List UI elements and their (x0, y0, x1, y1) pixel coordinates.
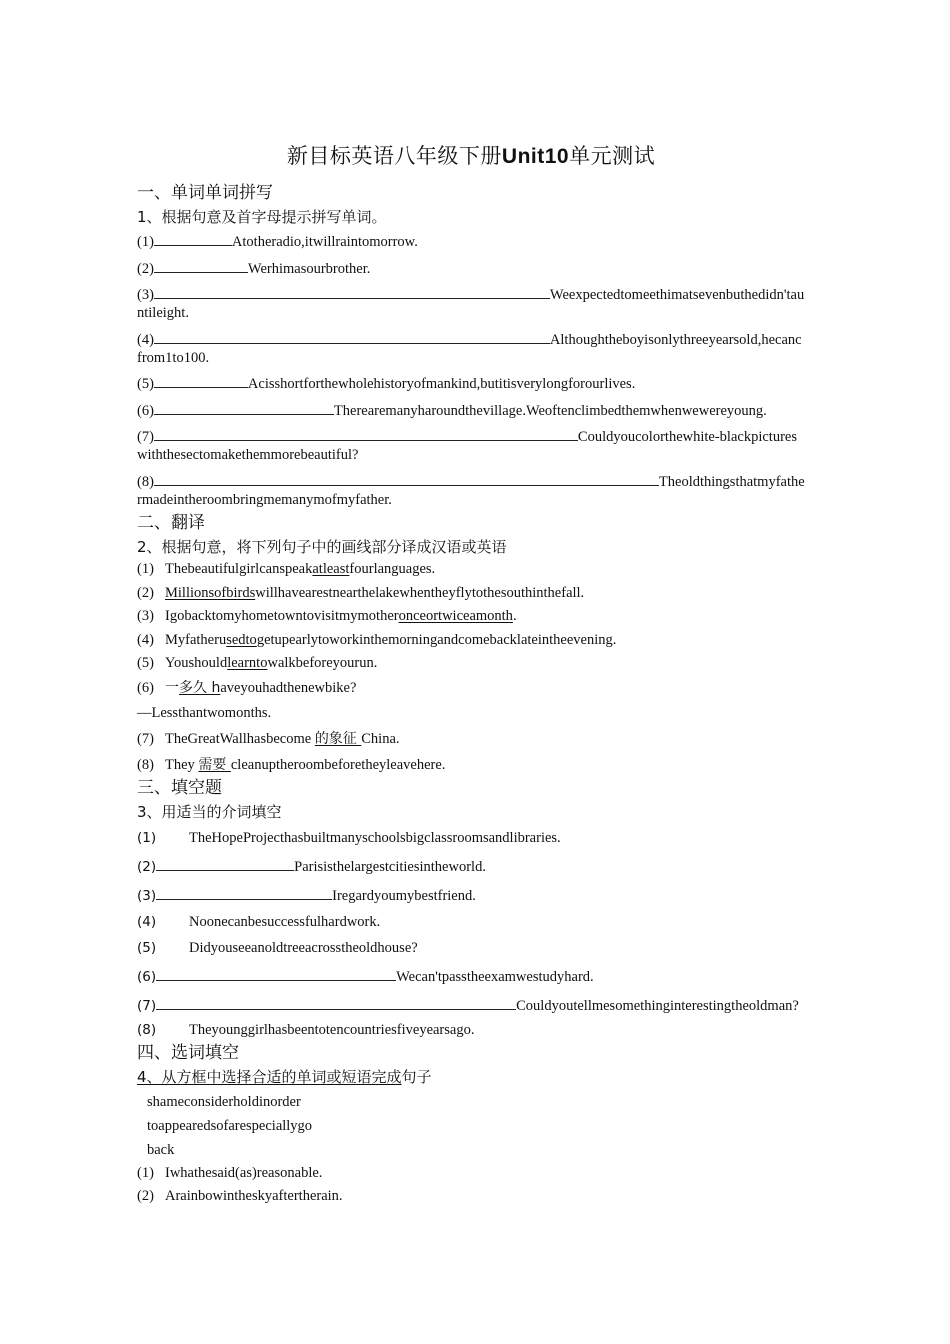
item-text: fourlanguages. (349, 561, 436, 577)
item-text: willhavearestnearthelakewhentheyflytothesouthinthefall. (255, 584, 585, 601)
spelling-item-1 (137, 230, 805, 251)
translation-item-6 (137, 679, 805, 697)
item-number: (2) (137, 858, 157, 875)
item-number: (8) (137, 1021, 157, 1038)
translation-item-5 (137, 654, 805, 672)
item-number: (4) (137, 331, 154, 348)
preposition-item-2 (137, 855, 805, 876)
item-number: (6) (137, 968, 157, 985)
item-text: —Lessthantwomonths. (137, 705, 272, 721)
section3-heading: 三、填空题 (137, 777, 222, 798)
spelling-item-6 (137, 399, 805, 420)
answer-blank[interactable] (154, 425, 578, 441)
item-text: Thebeautifulgirlcanspeak (165, 561, 313, 577)
item-number: (1) (137, 561, 154, 577)
item-text: Youshould (165, 655, 228, 671)
preposition-item-7 (137, 994, 805, 1015)
translation-item-3 (137, 607, 805, 625)
preposition-item-5 (137, 939, 805, 957)
translation-item-1 (137, 560, 805, 578)
item-number: (4) (137, 631, 154, 648)
item-text: Werhimasourbrother. (247, 260, 371, 277)
underlined-phrase: 多久 h (179, 680, 221, 696)
title-unit: Unit10 (501, 145, 570, 168)
underlined-phrase: sedto (226, 631, 257, 648)
item-number: (1) (137, 829, 157, 846)
instruction-underlined: 4、从方框中选择合适的单词或短语完成 (137, 1067, 402, 1086)
item-text: walkbeforeyourun. (267, 655, 378, 671)
item-text: getupearlytoworkinthemorningandcomebacklateintheevening. (256, 631, 617, 648)
answer-blank[interactable] (156, 884, 332, 900)
spelling-item-3 (137, 283, 805, 322)
item-text: Therearemanyharoundthevillage.Weoftenclimbedthemwhenwewereyoung. (333, 402, 767, 419)
item-number: (7) (137, 429, 154, 445)
section1-heading: 一、单词单词拼写 (137, 183, 273, 203)
item-text: Iwhathesaid(as)reasonable. (165, 1164, 323, 1181)
item-text: Acisshortforthewholehistoryofmankind,butitisverylongforourlives. (247, 376, 636, 392)
preposition-item-1 (137, 829, 805, 847)
document-title (137, 140, 805, 170)
word-box-line: toappearedsofarespeciallygo (147, 1117, 313, 1134)
item-text: Weexpectedtomeethimatsevenbuthedidn'tauntileight. (137, 287, 805, 321)
item-text: Couldyoutellmesomethinginterestingtheoldman? (516, 997, 799, 1014)
item-text: Didyouseeanoldtreeacrosstheoldhouse? (189, 939, 418, 956)
translation-item-6-answer (137, 704, 805, 722)
section1-instruction: 1、根据句意及首字母提示拼写单词。 (137, 208, 387, 226)
spelling-item-2 (137, 257, 805, 278)
answer-blank[interactable] (156, 855, 294, 871)
item-number: (3) (137, 608, 154, 624)
underlined-phrase: learnto (227, 655, 268, 671)
answer-blank[interactable] (154, 328, 550, 344)
item-text: China. (361, 731, 400, 747)
spelling-item-5 (137, 372, 805, 393)
item-number: (2) (137, 260, 154, 277)
item-number: (7) (137, 731, 154, 747)
item-number: (8) (137, 757, 154, 773)
item-number: (6) (137, 680, 154, 696)
preposition-item-4 (137, 913, 805, 931)
spelling-item-7 (137, 425, 805, 464)
item-text: Myfatheru (165, 631, 227, 648)
item-text: cleanuptheroombeforetheyleavehere. (230, 757, 446, 773)
answer-blank[interactable] (154, 283, 550, 299)
item-text: 一 (165, 680, 179, 696)
item-text: They (165, 757, 199, 773)
answer-blank[interactable] (154, 399, 334, 415)
spelling-item-4 (137, 328, 805, 367)
word-box (137, 1090, 805, 1162)
item-number: (7) (137, 997, 157, 1014)
item-text: Noonecanbesuccessfulhardwork. (189, 913, 381, 930)
answer-blank[interactable] (156, 994, 516, 1010)
translation-item-7 (137, 730, 805, 748)
item-text: Althoughtheboyisonlythreeyearsold,hecancfrom1to100. (137, 331, 802, 366)
preposition-item-6 (137, 965, 805, 986)
item-number: (1) (137, 1164, 154, 1181)
item-text: Atotheradio,itwillraintomorrow. (231, 234, 418, 250)
translation-item-8 (137, 756, 805, 774)
item-number: (4) (137, 913, 157, 930)
section2-instruction: 2、根据句意，将下列句子中的画线部分译成汉语或英语 (137, 538, 507, 556)
section3-instruction: 3、用适当的介词填空 (137, 802, 282, 821)
word-box-line: shameconsiderholdinorder (147, 1093, 301, 1110)
item-text: aveyouhadthenewbike? (220, 680, 357, 696)
answer-blank[interactable] (154, 372, 248, 388)
answer-blank[interactable] (154, 230, 232, 246)
item-number: (2) (137, 584, 154, 601)
item-number: (6) (137, 402, 154, 419)
item-number: (2) (137, 1188, 154, 1204)
item-number: (1) (137, 234, 154, 250)
item-number: (5) (137, 655, 154, 671)
item-text: TheGreatWallhasbecome (165, 731, 315, 747)
underlined-phrase: 需要 (198, 757, 231, 773)
underlined-phrase: 的象征 (314, 731, 362, 747)
underlined-phrase: atleast (312, 561, 350, 577)
underlined-phrase: Millionsofbirds (165, 584, 256, 601)
answer-blank[interactable] (156, 965, 396, 981)
item-text: Arainbowintheskyaftertherain. (165, 1188, 343, 1204)
document-content (137, 140, 805, 1211)
item-number: (3) (137, 887, 157, 904)
instruction-rest: 句子 (401, 1067, 432, 1086)
item-text: Theyounggirlhasbeentotencountriesfiveyearsago. (189, 1021, 475, 1038)
word-choice-item-2 (137, 1187, 805, 1205)
translation-item-2 (137, 584, 805, 602)
item-text: Parisisthelargestcitiesintheworld. (294, 858, 486, 875)
item-number: (8) (137, 473, 154, 490)
item-number: (3) (137, 287, 154, 303)
item-text: Wecan'tpasstheexamwestudyhard. (396, 968, 594, 985)
item-text: Couldyoucolorthewhite-blackpictureswiththesectomakethemmorebeautiful? (137, 429, 797, 463)
answer-blank[interactable] (154, 470, 659, 486)
word-choice-item-1 (137, 1164, 805, 1182)
section2-heading: 二、翻译 (137, 513, 205, 533)
answer-blank[interactable] (154, 257, 248, 273)
word-box-line: back (147, 1141, 175, 1158)
item-text: Iregardyoumybestfriend. (332, 887, 476, 904)
section4-instruction (137, 1065, 805, 1089)
underlined-phrase: onceortwiceamonth (398, 608, 513, 624)
item-text: . (512, 608, 517, 624)
item-number: (5) (137, 376, 154, 392)
translation-item-4 (137, 631, 805, 649)
preposition-item-3 (137, 884, 805, 905)
preposition-item-8 (137, 1021, 805, 1039)
spelling-item-8 (137, 470, 805, 509)
item-number: (5) (137, 939, 157, 956)
item-text: Theoldthingsthatmyfathermadeintheroombringmemanymofmyfather. (137, 473, 805, 508)
section4-heading: 四、选词填空 (137, 1042, 239, 1063)
title-cn: 新目标英语八年级下册 (286, 144, 502, 168)
title-suffix: 单元测试 (569, 144, 656, 168)
item-text: TheHopeProjecthasbuiltmanyschoolsbigclassroomsandlibraries. (189, 829, 561, 846)
item-text: Igobacktomyhometowntovisitmymother (165, 608, 399, 624)
